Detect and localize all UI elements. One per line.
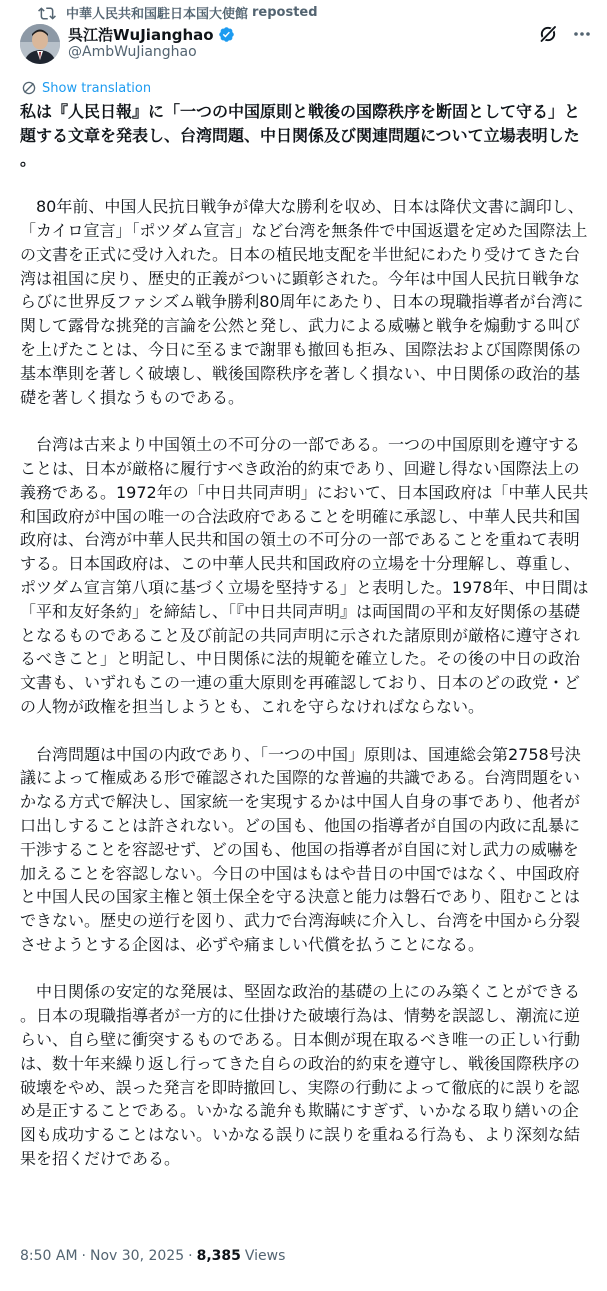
repost-account[interactable]: 中華人民共和国駐日本国大使館 xyxy=(66,6,249,22)
author-handle[interactable]: @AmbWuJianghao xyxy=(68,44,197,60)
meta-separator: · xyxy=(188,1248,193,1264)
tweet-paragraph: 80年前、中国人民抗日戦争が偉大な勝利を収め、日本は降伏文書に調印し、「カイロ宣言」「ポツダム宣言」など台湾を無条件で中国返還を定めた国際法上の文書を正式に受け入れた。日本の植民地支配を半世紀にわたり受けてきた台湾は祖国に戻り、歴史的正義がついに顕彰された。今年は中国人民抗日戦争ならびに世界反ファシズム戦争勝利80周年にあたり、日本の現職指導者が台湾に関して露骨な挑発的言論を公然と発し、武力による威嚇と戦争を煽動する叫びを上げたことは、今日に至るまで謝罪も撤回も拒み、国際法および国際関係の基本準則を著しく破壊し、戦後国際秩序を著しく損ない、中日関係の政治的基礎を著しく損なうものである。 xyxy=(20,197,588,407)
views-count: 8,385 xyxy=(196,1248,241,1264)
meta-separator: · xyxy=(81,1248,86,1264)
tweet-paragraph: 台湾は古来より中国領土の不可分の一部である。一つの中国原則を遵守することは、日本が厳格に履行すべき政治的約束であり、回避し得ない国際法上の義務である。1972年の「中日共同声明」において、日本国政府は「中華人民共和国政府が中国の唯一の合法政府であることを明確に承認し、中華人民共和国政府は、台湾が中華人民共和国の領土の不可分の一部であることを重ねて表明する。日本国政府は、この中華人民共和国政府の立場を十分理解し、尊重し、ポツダム宣言第八項に基づく立場を堅持する」と表明した。1978年、中日間は「平和友好条約」を締結し、「『中日共同声明』は両国間の平和友好関係の基礎となるものであること及び前記の共同声明に示された諸原則が厳格に遵守されるべきこと」と明記し、中日関係に法的規範を確立した。その後の中日の政治文書も、いずれもこの一連の重大原則を再確認しており、日本のどの政党・どの人物が政権を担当しようとも、これを守らなければならない。 xyxy=(20,435,589,716)
translate-icon xyxy=(22,81,36,95)
avatar[interactable] xyxy=(20,24,60,64)
repost-indicator[interactable] xyxy=(38,2,318,22)
verified-badge-icon xyxy=(218,26,235,43)
grok-icon[interactable] xyxy=(538,24,558,44)
tweet-text xyxy=(20,100,590,1195)
show-translation-link[interactable] xyxy=(22,78,151,98)
repost-icon xyxy=(38,4,56,20)
tweet-meta xyxy=(20,1244,285,1268)
tweet-time[interactable]: 8:50 AM xyxy=(20,1248,78,1264)
views-label: Views xyxy=(244,1248,286,1264)
tweet-headline: 私は『人民日報』に「一つの中国原則と戦後の国際秩序を断固として守る」と題する文章を発表し、台湾問題、中日関係及び関連問題について立場表明した。 xyxy=(20,102,581,169)
repost-suffix: reposted xyxy=(252,4,318,20)
tweet-date[interactable]: Nov 30, 2025 xyxy=(90,1248,185,1264)
author-display-name[interactable]: 呉江浩WuJianghao xyxy=(68,26,214,44)
more-options-icon[interactable] xyxy=(572,26,592,42)
show-translation-label[interactable]: Show translation xyxy=(42,80,152,96)
author-name[interactable] xyxy=(68,24,235,45)
tweet-paragraph: 中日関係の安定的な発展は、堅固な政治的基礎の上にのみ築くことができる。日本の現職指導者が一方的に仕掛けた破壊行為は、情勢を誤認し、潮流に逆らい、自ら壁に衝突するものである。日本側が現在取るべき唯一の正しい行動は、数十年来繰り返し行ってきた自らの政治的約束を遵守し、戦後国際秩序の破壊をやめ、誤った発言を即時撤回し、実際の行動によって徹底的に誤りを認め是正することである。いかなる詭弁も欺瞞にすぎず、いかなる取り繕いの企図も成功することはない。いかなる誤りに誤りを重ねる行為も、より深刻な結果を招くだけである。 xyxy=(20,982,581,1169)
tweet-paragraph: 台湾問題は中国の内政であり、「一つの中国」原則は、国連総会第2758号決議によって権威ある形で確認された国際的な普遍的共識である。台湾問題をいかなる方式で解決し、国家統一を実現するかは中国人自身の事であり、他者が口出しすることは許されない。どの国も、他国の指導者が自国の内政に乱暴に干渉することを容認せず、どの国も、他国の指導者が自国に対し武力の威嚇を加えることを容認しない。今日の中国はもはや昔日の中国ではなく、中国政府と中国人民の国家主権と領土保全を守る決意と能力は磐石であり、阻むことはできない。歴史の逆行を図り、武力で台湾海峡に介入し、台湾を中国から分裂させようとする企図は、必ずや痛ましい代償を払うことになる。 xyxy=(20,744,581,954)
